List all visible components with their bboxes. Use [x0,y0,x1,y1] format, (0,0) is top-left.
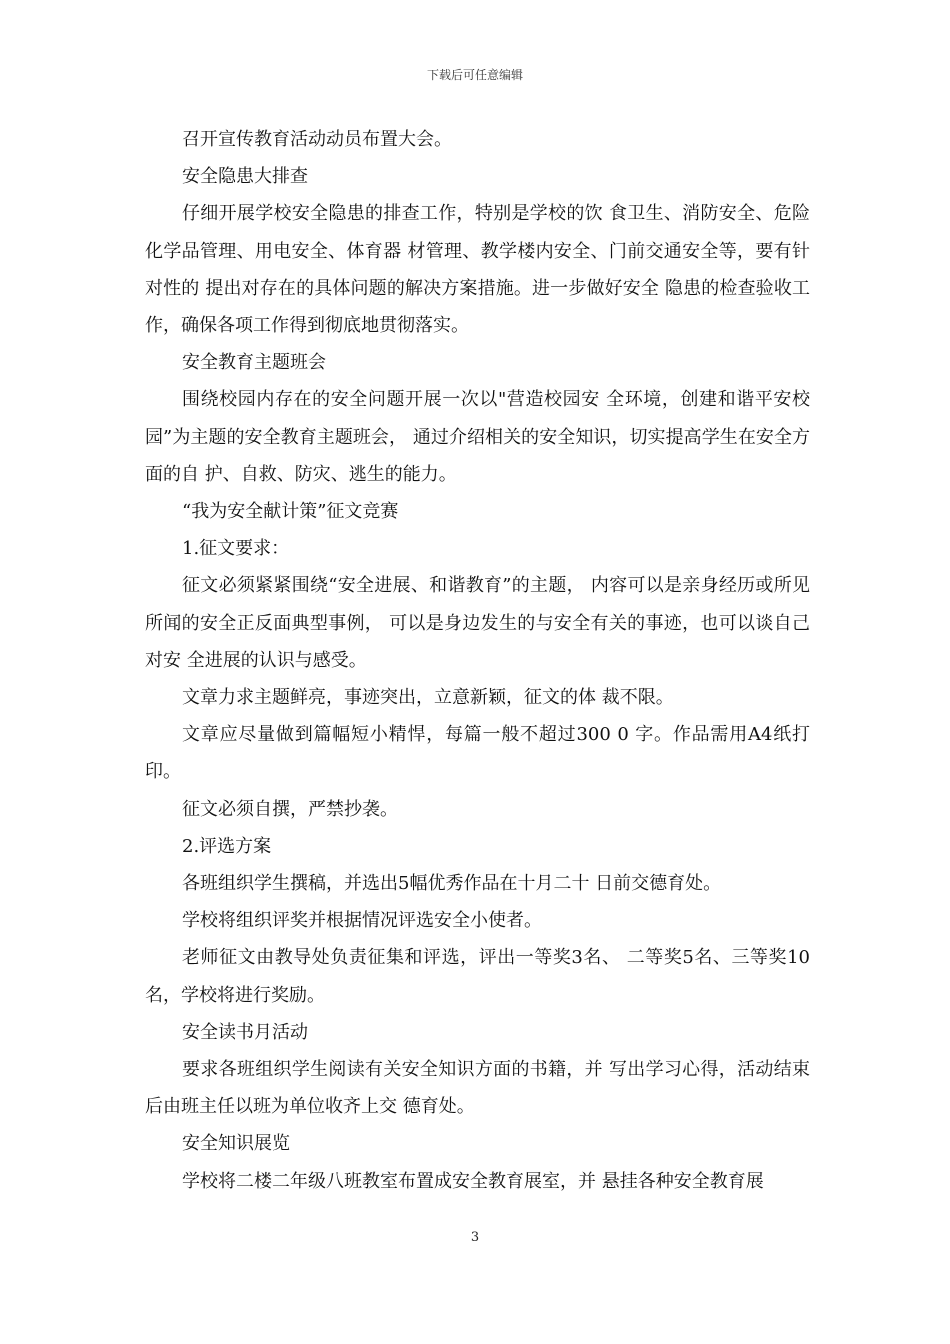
paragraph-essay-length: 文章应尽量做到篇幅短小精悍，每篇一般不超过300 0 字。作品需用A4纸打印。 [145,724,810,783]
heading-reading-month: 安全读书月活动 [182,1021,308,1043]
heading-hazard-inspection: 安全隐患大排查 [182,166,308,188]
paragraph-knowledge-exhibition: 学校将二楼二年级八班教室布置成安全教育展室，并 悬挂各种安全教育展 [182,1170,764,1192]
heading-essay-contest: “我为安全献计策”征文竞赛 [182,501,399,523]
document-body [145,121,810,1200]
paragraph-essay-style: 文章力求主题鲜亮，事迹突出，立意新颖，征文的体 裁不限。 [182,687,674,709]
subheading-selection-plan: 2.评选方案 [182,835,272,857]
paragraph-class-submission: 各班组织学生撰稿，并选出5幅优秀作品在十月二十 日前交德育处。 [182,873,722,895]
paragraph-teacher-awards: 老师征文由教导处负责征集和评选，评出一等奖3名、 二等奖5名、三等奖10名，学校将进行奖励。 [145,947,810,1006]
paragraph-class-meeting: 围绕校园内存在的安全问题开展一次以"营造校园安 全环境，创建和谐平安校园”为主题的安全教育主题班会， 通过介绍相关的安全知识，切实提高学生在安全方面的自 护、自救、防灾、逃生的能力。 [145,389,810,485]
heading-knowledge-exhibition: 安全知识展览 [182,1133,290,1155]
heading-class-meeting: 安全教育主题班会 [182,352,326,374]
paragraph-reading-month: 要求各班组织学生阅读有关安全知识方面的书籍，并 写出学习心得，活动结束后由班主任以班为单位收齐上交 德育处。 [145,1059,810,1118]
paragraph-hazard-inspection: 仔细开展学校安全隐患的排查工作，特别是学校的饮 食卫生、消防安全、危险化学品管理、用电安全、体育器 材管理、教学楼内安全、门前交通安全等，要有针对性的 提出对存在的具体问题的解决方案措施。进一步做好安全 隐患的检查验收工作，确保各项工作得到彻底地贯彻落实。 [145,203,810,337]
subheading-essay-requirements: 1.征文要求： [182,538,290,560]
page-header: 下载后可任意编辑 [426,68,523,82]
paragraph-meeting: 召开宣传教育活动动员布置大会。 [182,129,452,150]
paragraph-essay-originality: 征文必须自撰，严禁抄袭。 [182,798,398,820]
paragraph-essay-theme: 征文必须紧紧围绕“安全进展、和谐教育”的主题， 内容可以是亲身经历或所见所闻的安全正反面典型事例， 可以是身边发生的与安全有关的事迹，也可以谈自己对安 全进展的认识与感受。 [145,575,810,671]
page-number: 3 [470,1230,480,1245]
paragraph-safety-ambassador: 学校将组织评奖并根据情况评选安全小使者。 [182,910,542,932]
